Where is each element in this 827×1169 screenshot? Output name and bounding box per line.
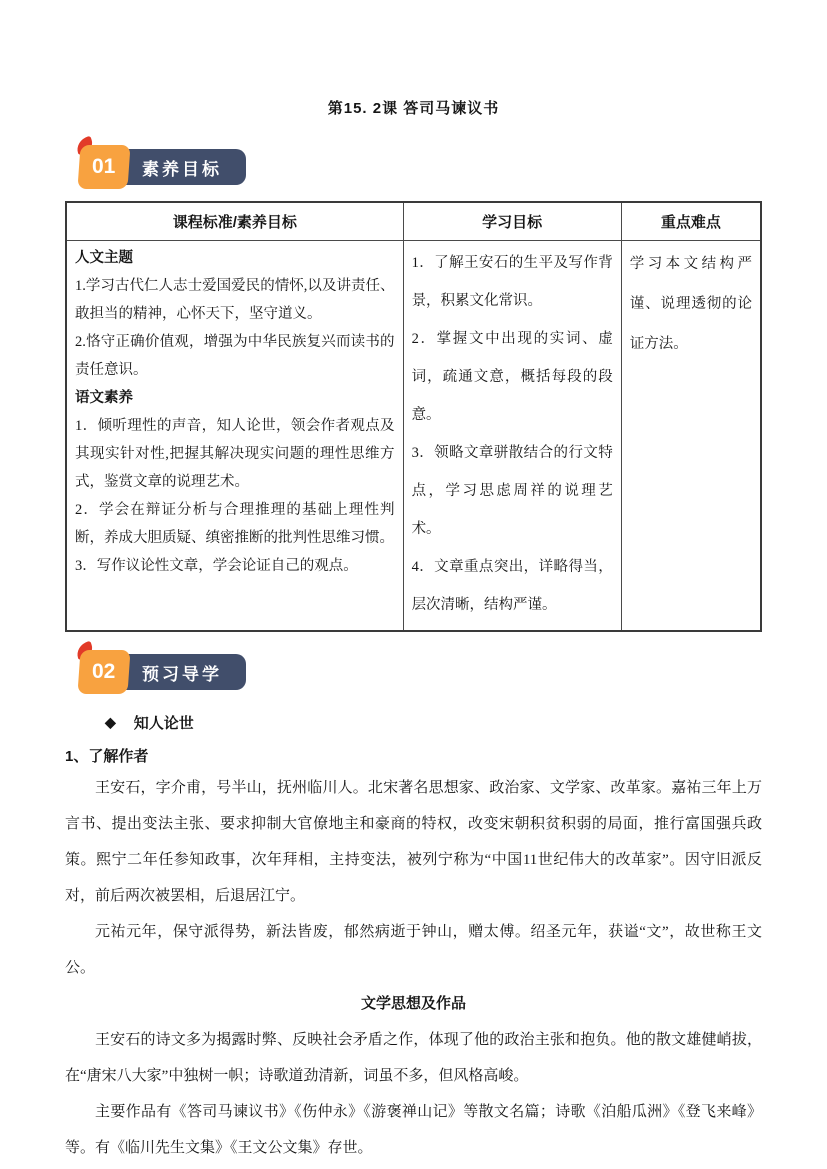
section-label-pill bbox=[114, 654, 246, 690]
goal-item: 2．掌握文中出现的实词、虚词，疏通文意，概括每段的段意。 bbox=[411, 331, 613, 423]
humanities-theme-heading: 人文主题 bbox=[75, 250, 133, 266]
goals-cell bbox=[403, 241, 621, 632]
goal-item: 1．了解王安石的生平及写作背景，积累文化常识。 bbox=[411, 255, 613, 309]
author-bio-paragraph-2: 元祐元年，保守派得势，新法皆废，郁然病逝于钟山，赠太傅。绍圣元年，获谥“文”，故世称王文公。 bbox=[65, 924, 762, 976]
section-number-box bbox=[77, 650, 130, 694]
literary-style-paragraph: 王安石的诗文多为揭露时弊、反映社会矛盾之作，体现了他的政治主张和抱负。他的散文雄健峭拔，在“唐宋八大家”中独树一帜；诗歌道劲清新，词虽不多，但风格高峻。 bbox=[65, 1032, 762, 1084]
standards-item: 2.恪守正确价值观，增强为中华民族复兴而读书的责任意识。 bbox=[75, 334, 395, 378]
standards-item: 1.学习古代仁人志士爱国爱民的情怀,以及讲责任、敢担当的精神，心怀天下，坚守道义。 bbox=[75, 278, 395, 322]
difficulty-text: 学习本文结构严谨、说理透彻的论证方法。 bbox=[629, 256, 752, 352]
literary-thought-heading: 文学思想及作品 bbox=[360, 995, 466, 1012]
table-header-row bbox=[66, 202, 761, 241]
standards-cell bbox=[66, 241, 403, 632]
difficulties-cell bbox=[621, 241, 761, 632]
section-number-box bbox=[77, 145, 130, 189]
diamond-bullet-icon: ◆ bbox=[105, 714, 116, 730]
table-header-difficulties: 重点难点 bbox=[621, 202, 761, 241]
author-bio-paragraph-1: 王安石，字介甫，号半山，抚州临川人。北宋著名思想家、政治家、文学家、改革家。嘉祐三年上万言书、提出变法主张、要求抑制大官僚地主和豪商的特权，改变宋朝积贫积弱的局面，推行富国强兵政策。熙宁二年任参知政事，次年拜相，主持变法，被列宁称为“中国11世纪伟大的改革家”。因守旧派反对，前后两次被罢相，后退居江宁。 bbox=[65, 780, 762, 904]
page-title: 第15. 2课 答司马谏议书 bbox=[327, 100, 500, 117]
table-header-goals: 学习目标 bbox=[403, 202, 621, 241]
section-label: 素养目标 bbox=[142, 159, 222, 179]
section-number: 01 bbox=[92, 155, 116, 178]
section-badge-preview bbox=[79, 648, 762, 696]
goal-item: 3．领略文章骈散结合的行文特点，学习思虑周祥的说理艺术。 bbox=[411, 445, 613, 537]
section-label-pill bbox=[114, 149, 246, 185]
topic-line-knowing-author bbox=[105, 712, 762, 733]
subsection-title-author: 1、了解作者 bbox=[65, 748, 149, 765]
standards-item: 2．学会在辩证分析与合理推理的基础上理性判断，养成大胆质疑、缜密推断的批判性思维习惯。 bbox=[75, 502, 395, 546]
standards-item: 3．写作议论性文章，学会论证自己的观点。 bbox=[75, 558, 358, 574]
major-works-paragraph: 主要作品有《答司马谏议书》《伤仲永》《游褒禅山记》等散文名篇；诗歌《泊船瓜洲》《登飞来峰》等。有《临川先生文集》《王文公文集》存世。 bbox=[65, 1104, 762, 1156]
section-number: 02 bbox=[92, 660, 116, 683]
table-header-standards: 课程标准/素养目标 bbox=[66, 202, 403, 241]
topic-title: 知人论世 bbox=[133, 715, 194, 732]
standards-item: 1．倾听理性的声音，知人论世，领会作者观点及其现实针对性,把握其解决现实问题的理性思维方式，鉴赏文章的说理艺术。 bbox=[75, 418, 395, 490]
chinese-literacy-heading: 语文素养 bbox=[75, 390, 133, 406]
section-badge-objectives bbox=[79, 143, 762, 191]
table-body-row bbox=[66, 241, 761, 632]
objectives-table bbox=[65, 201, 762, 632]
section-label: 预习导学 bbox=[142, 664, 222, 684]
goal-item: 4．文章重点突出，详略得当，层次清晰，结构严谨。 bbox=[411, 559, 613, 613]
